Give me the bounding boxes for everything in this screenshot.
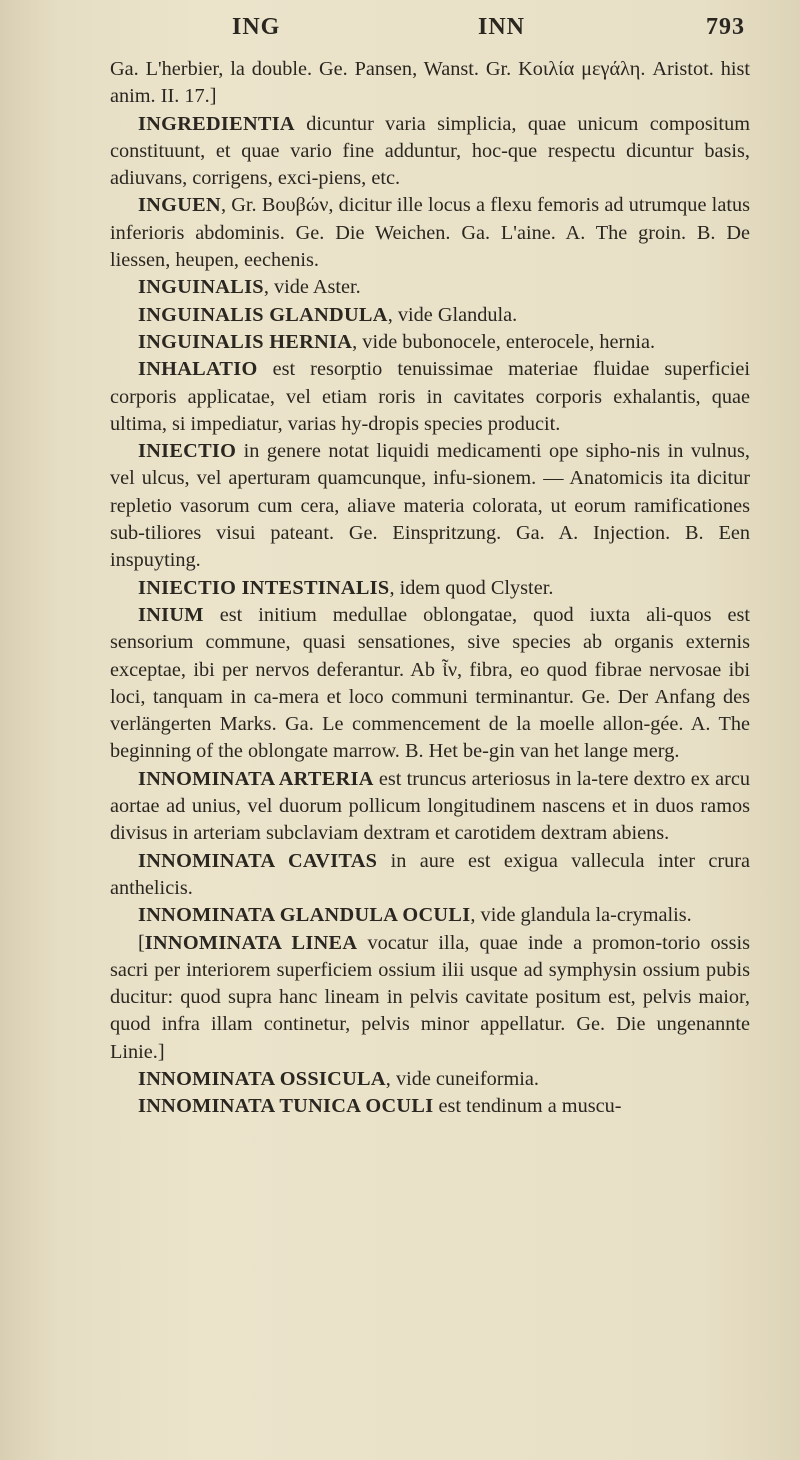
header-left-guideword: ING (232, 14, 281, 40)
header-center-guideword: INN (478, 14, 526, 40)
headword: INGUINALIS HERNIA (138, 330, 353, 353)
entry-inguen (110, 192, 750, 274)
headword: INGUINALIS GLANDULA (138, 303, 388, 326)
entry-text: in aure est exigua vallecula inter crura anthelicis. (110, 849, 750, 899)
entry-innominata-arteria (110, 766, 750, 848)
entry-inhalatio (110, 356, 750, 438)
entry-inguinalis-hernia (110, 329, 750, 356)
headword: INNOMINATA ARTERIA (138, 767, 374, 790)
entry-text: , vide bubonocele, enterocele, hernia. (352, 330, 656, 353)
entry-text: , vide glandula la-crymalis. (470, 904, 692, 927)
entry-ingredientia (110, 111, 750, 193)
headword: INNOMINATA TUNICA OCULI (138, 1095, 434, 1118)
entry-text: , idem quod Clyster. (389, 576, 554, 599)
entry-text: Ga. L'herbier, la double. Ge. Pansen, Wanst. Gr. Κοιλία μεγάλη. Aristot. hist anim. II. 17.] (110, 58, 750, 108)
entry-text: , vide Glandula. (387, 303, 518, 326)
entry-innominata-cavitas (110, 848, 750, 903)
entry-text: est tendinum a muscu- (433, 1095, 622, 1118)
headword: INIECTIO INTESTINALIS (138, 576, 390, 599)
entry-text: , vide cuneiformia. (385, 1067, 539, 1090)
entry-innominata-linea (110, 930, 750, 1066)
headword: INGUEN (138, 194, 221, 217)
entry-text: in genere notat liquidi medicamenti ope sipho-nis in vulnus, vel ulcus, vel aperturam quamcunque, infu-sionem. — Anatomicis ita dicitur repletio vasorum cum cera, aliave materia colorata, ut eorum ramificationes sub-tiliores visui pateant. Ge. Einspritzung. Ga. A. Injection. B. Een inspuyting. (110, 440, 750, 572)
entry-inguinalis-glandula (110, 302, 750, 329)
entry-text: est initium medullae oblongatae, quod iuxta ali-quos est sensorium commune, quasi sensationes, sive species ab organis externis exceptae, ibi per nervos deferantur. Ab ἶν, fibra, eo quod fibrae nervosae ibi loci, tanquam in ca-mera et loco communi terminantur. Ge. Der Anfang des verlängerten Marks. Ga. Le commencement de la moelle allon-gée. A. The beginning of the oblongate marrow. B. Het be-gin van het lange merg. (110, 603, 750, 763)
headword: INIUM (138, 603, 204, 626)
entry-iniectio-intestinalis (110, 575, 750, 602)
entry-text: est resorptio tenuissimae materiae fluidae superficiei corporis applicatae, vel etiam roris in cavitates corporis exhalantis, quae ultima, si impediatur, varias hy-dropis species producit. (110, 358, 750, 435)
entry-innominata-glandula-oculi (110, 902, 750, 929)
headword: INHALATIO (138, 358, 258, 381)
entry-inium (110, 602, 750, 766)
headword: INNOMINATA OSSICULA (138, 1067, 386, 1090)
entry-inguinalis (110, 274, 750, 301)
headword: INGREDIENTIA (138, 112, 295, 135)
headword: INNOMINATA LINEA (144, 931, 358, 954)
page-number: 793 (706, 14, 745, 40)
entry-innominata-tunica-oculi (110, 1093, 750, 1120)
bracket-open: [ (138, 931, 145, 954)
headword: INGUINALIS (138, 276, 264, 299)
running-header (0, 10, 800, 50)
headword: INIECTIO (138, 440, 237, 463)
headword: INNOMINATA GLANDULA OCULI (138, 904, 471, 927)
entry-text: dicuntur varia simplicia, quae unicum compositum constituunt, et quae vario fine adduntur, hoc-que respectu dicuntur basis, adiuvans, corrigens, exci-piens, etc. (110, 112, 750, 190)
headword: INNOMINATA CAVITAS (138, 849, 378, 872)
entries-column (110, 56, 750, 1121)
entry-text: vocatur illa, quae inde a promon-torio ossis sacri per interiorem superficiem ossium ilii usque ad symphysin ossium pubis ducitur: quod supra hanc lineam in pelvis cavitate positum est, pelvis maior, quod infra illam continetur, pelvis minor appellatur. Ge. Die ungenannte Linie.] (110, 931, 750, 1063)
entry-text: , vide Aster. (263, 276, 361, 299)
entry-innominata-ossicula (110, 1066, 750, 1093)
entry-text: est truncus arteriosus in la-tere dextro ex arcu aortae ad unius, vel duorum pollicum longitudinem nascens et in duos ramos divisus in arteriam subclaviam dextram et carotidem dextram abiens. (110, 767, 750, 845)
entry-continuation (110, 56, 750, 111)
entry-iniectio (110, 438, 750, 574)
entry-text: , Gr. Βουβών, dicitur ille locus a flexu femoris ad utrumque latus inferioris abdominis. Ge. Die Weichen. Ga. L'aine. A. The groin. B. De liessen, heupen, eechenis. (110, 194, 750, 272)
